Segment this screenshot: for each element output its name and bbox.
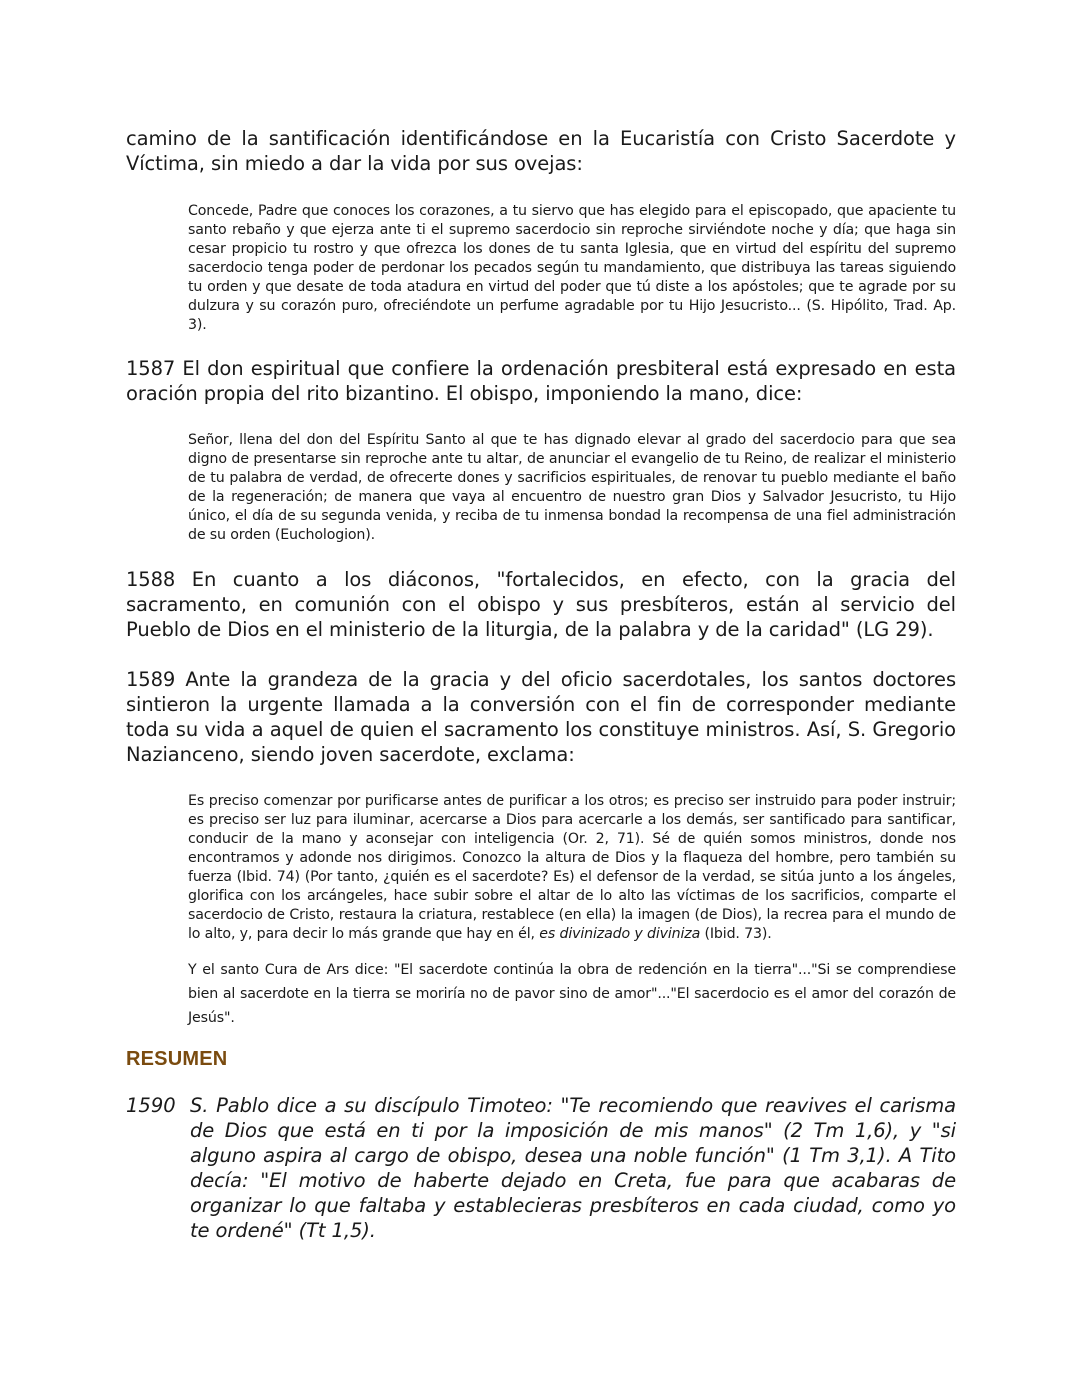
intro-paragraph: camino de la santificación identificándose en la Eucaristía con Cristo Sacerdote y Víctima, sin miedo a dar la vida por sus ovejas: <box>126 127 956 175</box>
paragraph-1588: 1588 En cuanto a los diáconos, "fortalecidos, en efecto, con la gracia del sacramento, en comunión con el obispo y sus presbíteros, están al servicio del Pueblo de Dios en el ministerio de la liturgia, de la palabra y de la caridad" (LG 29). <box>126 568 956 641</box>
quote-cura-de-ars: Y el santo Cura de Ars dice: "El sacerdote continúa la obra de redención en la tierra"..."Si se comprendiese bien al sacerdote en la tierra se moriría no de pavor sino de amor"..."El sacerdocio es el amor del corazón de Jesús". <box>188 962 956 1026</box>
summary-number: 1590 <box>126 1094 176 1117</box>
quote-gregorio <box>188 792 956 944</box>
summary-1590 <box>126 1093 956 1243</box>
quote-hipolito: Concede, Padre que conoces los corazones, a tu siervo que has elegido para el episcopado, que apaciente tu santo rebaño y que ejerza ante ti el supremo sacerdocio sin reproche sirviéndote noche y día; que haga sin cesar propicio tu rostro y que ofrezca los dones de tu santa Iglesia, que en virtud del espíritu del supremo sacerdocio tenga poder de perdonar los pecados según tu mandamiento, que distribuya las tareas siguiendo tu orden y que desate de toda atadura en virtud del poder que tú diste a los apóstoles; que te agrade por su dulzura y su corazón puro, ofreciéndote un perfume agradable por tu Hijo Jesucristo... (S. Hipólito, Trad. Ap. 3). <box>188 203 956 333</box>
resumen-heading: RESUMEN <box>126 1048 228 1070</box>
quote-gregorio-italic: es divinizado y diviniza <box>539 926 701 942</box>
document-page <box>126 126 956 1243</box>
quote-gregorio-citation: (Ibid. 73). <box>700 926 772 942</box>
quote-euchologion: Señor, llena del don del Espíritu Santo al que te has dignado elevar al grado del sacerdocio para que sea digno de presentarse sin reproche ante tu altar, de anunciar el evangelio de tu Reino, de realizar el ministerio de tu palabra de verdad, de ofrecerte dones y sacrificios espirituales, de renovar tu pueblo mediante el baño de la regeneración; de manera que vaya al encuentro de nuestro gran Dios y Salvador Jesucristo, tu Hijo único, el día de su segunda venida, y reciba de tu inmensa bondad la recompensa de una fiel administración de su orden (Euchologion). <box>188 432 956 543</box>
paragraph-1587: 1587 El don espiritual que confiere la ordenación presbiteral está expresado en esta oración propia del rito bizantino. El obispo, imponiendo la mano, dice: <box>126 357 956 405</box>
paragraph-1589: 1589 Ante la grandeza de la gracia y del oficio sacerdotales, los santos doctores sintieron la urgente llamada a la conversión con el fin de corresponder mediante toda su vida a aquel de quien el sacramento los constituye ministros. Así, S. Gregorio Nazianceno, siendo joven sacerdote, exclama: <box>126 668 956 766</box>
quote-gregorio-text: Es preciso comenzar por purificarse antes de purificar a los otros; es preciso ser instruido para poder instruir; es preciso ser luz para iluminar, acercarse a Dios para acercarle a los demás, ser santificado para santificar, conducir de la mano y aconsejar con inteligencia (Or. 2, 71). Sé de quién somos ministros, donde nos encontramos y adonde nos dirigimos. Conozco la altura de Dios y la flaqueza del hombre, pero también su fuerza (Ibid. 74) (Por tanto, ¿quién es el sacerdote? Es) el defensor de la verdad, se sitúa junto a los ángeles, glorifica con los arcángeles, hace subir sobre el altar de lo alto las víctimas de los sacrificios, comparte el sacerdocio de Cristo, restaura la criatura, restablece (en ella) la imagen (de Dios), la recrea para el mundo de lo alto, y, para decir lo más grande que hay en él, <box>188 793 956 942</box>
summary-text: S. Pablo dice a su discípulo Timoteo: "Te recomiendo que reavives el carisma de Dios que está en ti por la imposición de mis manos" (2 Tm 1,6), y "si alguno aspira al cargo de obispo, desea una noble función" (1 Tm 3,1). A Tito decía: "El motivo de haberte dejado en Creta, fue para que acabaras de organizar lo que faltaba y establecieras presbíteros en cada ciudad, como yo te ordené" (Tt 1,5). <box>190 1094 956 1242</box>
